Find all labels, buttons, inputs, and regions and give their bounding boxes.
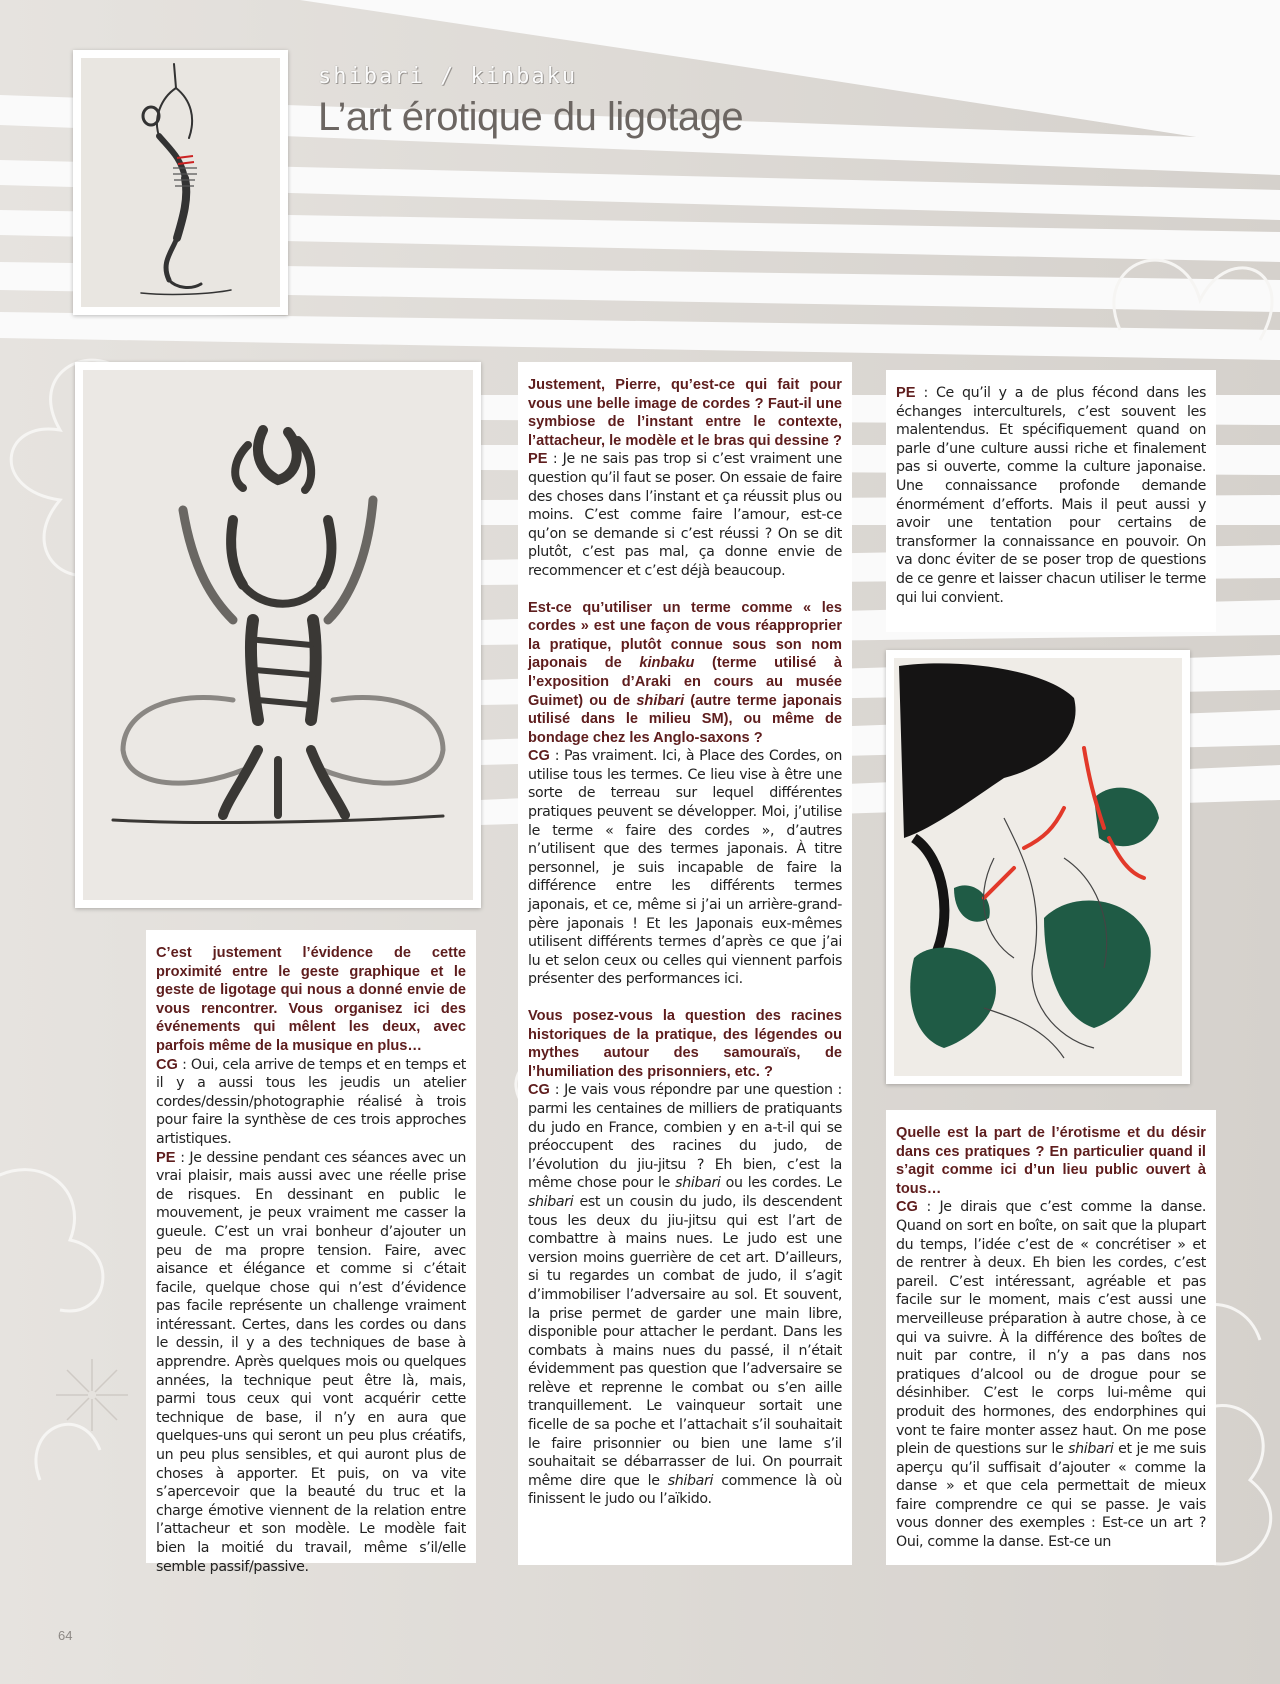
answer-paragraph — [156, 1149, 466, 1577]
question-segment: Est-ce qu’utiliser un terme comme « les cordes » est une façon de vous réapproprier la pratique, plutôt connue sous son nom japonais de — [528, 599, 842, 672]
answer-text: : Oui, cela arrive de temps et en temps et il y a aussi tous les jeudis un atelier cordes/dessin/photographie réalisé à trois pour faire la synthèse de ces trois approches artistiques. — [156, 1056, 466, 1147]
question-text: Quelle est la part de l’érotisme et du désir dans ces pratiques ? En particulier quand il s’agit comme ici d’un lieu public ouvert à tous… — [896, 1125, 1206, 1197]
section-kicker: shibari / kinbaku — [318, 64, 578, 89]
answer-paragraph — [896, 1198, 1206, 1551]
speaker-initials: CG — [156, 1056, 178, 1073]
answer-segment: : Je vais vous répondre par une question : parmi les centaines de milliers de pratiquants du judo en France, combien y en a-t-il qui se préoccupent des racines du judo, de l’évolution du jiu-jitsu ? Eh bien, c’est la même chose pour le — [528, 1082, 842, 1192]
page-number: 64 — [58, 1628, 73, 1643]
answer-segment: est un cousin du judo, ils descendent tous les deux du jiu-jitsu qui est l’art de combattre à mains nues. Le judo est une version moins guerrière de cet art. D’ailleurs, si tu regardes un combat de judo, il s’agit d’immobiliser l’adversaire au sol. Et souvent, la prise permet de garder une main libre, disponible pour attacher le perdant. Dans les combats à mains nues du passé, il n’était évidemment pas question que l’adversaire se relève et reprenne le combat ou s’en aille tranquillement. Le vainqueur sortait une ficelle de sa poche et l’attachait s’il souhaitait le faire prisonnier ou bien une lame s’il souhaitait se débarrasser de lui. On pourrait même dire que le — [528, 1193, 842, 1489]
illustration-suspension — [73, 50, 288, 315]
squatting-figure-drawing — [83, 370, 473, 900]
question-emphasis: shibari — [636, 692, 685, 709]
text-column-left — [146, 930, 476, 1575]
answer-text: : Je dessine pendant ces séances avec un vrai plaisir, mais aussi avec une réelle prise de risques. En dessinant en public le mouvement, je peux vraiment me casser la gueule. C’est un vrai bonheur d’ajouter un peu de ma propre tension. Faire, avec aisance et élégance et comme si c’était facile, quelque chose qui n’est d’évidence pas facile représente un challenge vraiment intéressant. Certes, dans les cordes ou dans le dessin, il y a des techniques de base à apprendre. Après quelques mois ou quelques années, la technique peut être là, mais, parmi tous ceux qui vont acquérir cette technique de base, il n’y en aura que quelques-uns qui seront un peu plus créatifs, un peu plus sensibles, et qui auront plus de choses à apporter. Et puis, on va vite s’apercevoir que la beauté du truc et la charge émotive viennent de la relation entre l’attacheur et son modèle. Le modèle fait bien la moitié du travail, même s’il/elle semble passif/passive. — [156, 1149, 466, 1575]
answer-segment: : Je dirais que c’est comme la danse. Quand on sort en boîte, on sait que la plupart du temps, l’idée c’est de « concrétiser » et de rentrer à deux. Eh bien les cordes, c’est pareil. C’est intéressant, agréable et pas facile sur le moment, mais c’est aussi une merveilleuse préparation à autre chose, à ce qui va suivre. À la différence des boîtes de nuit par contre, il n’y a pas dans nos pratiques d’alcool ou de drogue pour se désinhiber. C’est le corps lui-même qui produit des hormones, des endorphines qui vont te faire monter assez haut. On me pose plein de questions sur le — [896, 1199, 1206, 1458]
answer-segment: ou les cordes. Le — [720, 1175, 842, 1192]
answer-paragraph — [528, 747, 842, 989]
speaker-initials: PE — [528, 451, 548, 468]
question-segment: (autre terme japonais utilisé dans le milieu SM), ou même de bondage chez les Anglo-saxons ? — [528, 692, 842, 746]
answer-paragraph — [528, 1081, 842, 1509]
answer-paragraph — [156, 1056, 466, 1149]
speaker-initials: CG — [896, 1199, 918, 1216]
answer-paragraph — [528, 450, 842, 580]
colored-ink-drawing — [894, 658, 1182, 1076]
suspension-sketch-drawing — [81, 58, 280, 307]
speaker-initials: CG — [528, 1082, 550, 1099]
question-emphasis: kinbaku — [639, 655, 695, 672]
speaker-initials: PE — [156, 1149, 176, 1166]
answer-text: : Ce qu’il y a de plus fécond dans les échanges interculturels, c’est souvent les malentendus. Et spécifiquement quand on parle d’une culture aussi riche et finalement pas si ouverte, comme la culture japonaise. Une connaissance profonde demande énormément d’efforts. Mais il peut aussi y avoir une tentation pour certains de transformer la connaissance en pouvoir. On va donc éviter de se poser trop de questions de ce genre et laisser chacun utiliser le terme qui lui convient. — [896, 385, 1206, 606]
answer-text: : Pas vraiment. Ici, à Place des Cordes, on utilise tous les termes. Ce lieu vise à être une sorte de terreau sur lequel différentes pratiques peuvent se développer. Moi, j’utilise le terme « faire des cordes », d’autres n’utilisent que des termes japonais. À titre personnel, je suis incapable de faire la différence entre les différents termes japonais, et ce, même si j’ai un arrière-grand-père japonais ! Et les Japonais eux-mêmes utilisent différents termes d’après ce que j’ai lu et selon ceux ou celles qui viennent parfois présenter des performances ici. — [528, 748, 842, 988]
speaker-initials: CG — [528, 748, 550, 765]
answer-paragraph — [896, 384, 1206, 607]
question-segment: (terme utilisé à l’exposition d’Araki en cours au musée Guimet) ou de — [528, 655, 843, 709]
answer-emphasis: shibari — [528, 1193, 574, 1210]
answer-segment: et je me suis aperçu qu’il suffisait d’ajouter « comme la danse » et que cela permettait de mieux faire comprendre ce qui se passe. Je vais vous donner des exemples : Est-ce un art ? Oui, comme la danse. Est-ce un — [896, 1441, 1206, 1551]
answer-segment: commence là où finissent le judo ou l’aïkido. — [528, 1472, 842, 1508]
answer-emphasis: shibari — [1068, 1441, 1114, 1458]
article-header — [318, 64, 743, 140]
question-text: C’est justement l’évidence de cette proximité entre le geste graphique et le geste de ligotage qui nous a donné envie de vous rencontrer. Vous organisez ici des événements qui mêlent les deux, avec parfois même de la musique en plus… — [156, 945, 466, 1054]
speaker-initials: PE — [896, 385, 916, 401]
illustration-squatting-figure — [75, 362, 481, 908]
answer-emphasis: shibari — [667, 1472, 714, 1489]
text-column-right-bottom — [886, 1110, 1216, 1565]
article-title: L’art érotique du ligotage — [318, 95, 744, 139]
text-column-right-top — [886, 370, 1216, 632]
question-text: Justement, Pierre, qu’est-ce qui fait pour vous une belle image de cordes ? Faut-il une symbiose de l’instant entre le contexte, l’attacheur, le modèle et le bras qui dessine ? — [528, 377, 842, 449]
answer-text: : Je ne sais pas trop si c’est vraiment une question qu’il faut se poser. On essaie de faire des choses dans l’instant et ça réussit plus ou moins. C’est comme faire l’amour, est-ce qu’on se demande si c’est réussi ? On se dit plutôt, c’est pas mal, ça donne envie de recommencer et c’est déjà beaucoup. — [528, 451, 842, 579]
question-text: Vous posez-vous la question des racines historiques de la pratique, des légendes ou mythes autour des samouraïs, de l’humiliation des prisonniers, etc. ? — [528, 1008, 842, 1080]
paragraph-spacer — [528, 581, 842, 599]
question-text — [528, 599, 842, 748]
paragraph-spacer — [528, 989, 842, 1007]
illustration-colored-ink — [886, 650, 1190, 1084]
text-column-middle — [518, 362, 852, 1565]
answer-emphasis: shibari — [675, 1175, 721, 1192]
